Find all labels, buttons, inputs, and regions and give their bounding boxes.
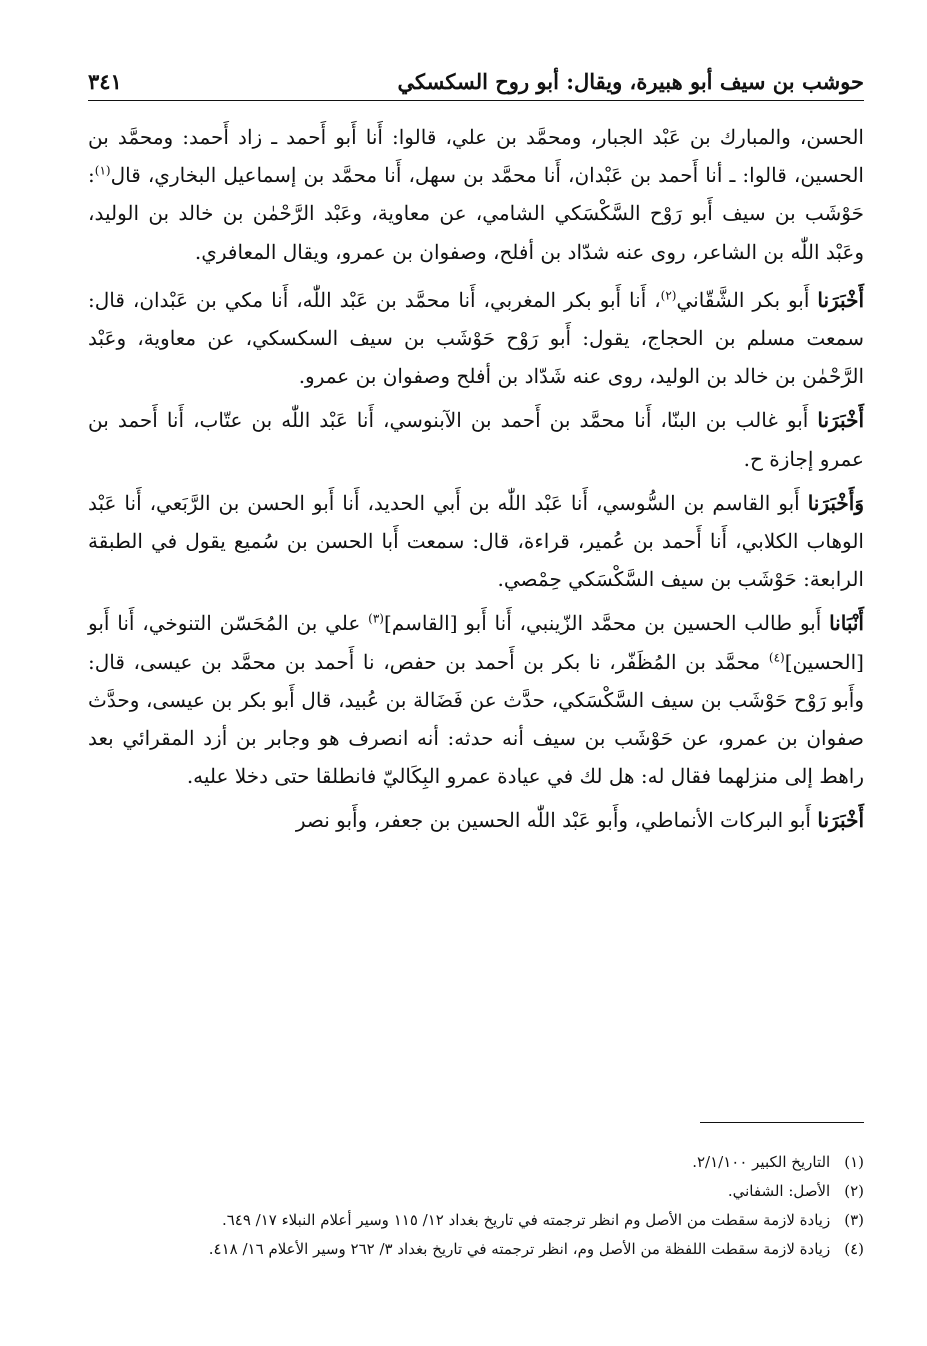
page-number: ٣٤١ [88,69,122,94]
paragraph-text: : حَوْشَب بن سيف أَبو رَوْح السَّكْسَكي الشامي، عن معاوية، وعَبْد الرَّحْمٰن بن خالد بن الوليد، وعَبْد اللّٰه بن الشاعر، روى عنه شدّاد بن أفلح، وصفوان بن عمرو، ويقال المعافري. [88,163,864,264]
footnote-4 [88,1235,864,1264]
paragraph-lead: أَخْبَرَنا [817,408,864,433]
paragraph-1 [88,118,864,271]
footnote-number: (٢) [844,1182,864,1200]
paragraph-text: أَبو بكر الشَّقّاني [676,287,818,312]
paragraph-4 [88,484,864,599]
footnote-text: الأصل: الشفاني. [727,1182,831,1200]
paragraph-text: أَبو القاسم بن السُّوسي، أَنا عَبْد اللّٰه بن أَبي الحديد، أَنا أَبو الحسن بن الرَّبَعي، أَنا عَبْد الوهاب الكلابي، أَنا أَحمد بن عُمير، قراءة، قال: سمعت أَبا الحسن بن سُميع يقول في الطبقة الرابعة: حَوْشَب بن سيف السَّكْسَكي حِمْصي. [88,490,864,592]
footnote-number: (٤) [844,1240,864,1258]
footnote-ref: (٣) [368,611,384,626]
footnote-ref: (١) [94,163,111,178]
footnote-ref: (٢) [660,288,677,303]
page-header [88,56,864,94]
paragraph-3 [88,401,864,477]
paragraph-text: أَبو طالب الحسين بن محمَّد الزّينبي، أَنا أَبو [القاسم] [383,611,830,636]
paragraph-text: الحسن، والمبارك بن عَبْد الجبار، ومحمَّد بن علي، قالوا: أَنا أَبو أَحمد ـ زاد أَحمد: ومحمَّد بن الحسين، قالوا: ـ أنا أَحمد بن عَبْدان، أَنا محمَّد بن سهل، أَنا محمَّد بن إسماعيل البخاري، قال [88,125,864,188]
footnote-rule [700,1122,864,1123]
paragraph-text: أَبو غالب بن البنّا، أَنا محمَّد بن أَحمد بن الآبنوسي، أَنا عَبْد اللّٰه بن عتّاب، أَنا أَحمد بن عمرو إجازة ح. [88,408,864,471]
paragraph-text: محمَّد بن المُظَفّر، نا بكر بن أَحمد بن حفص، نا أَحمد بن محمَّد بن عيسى، قال: وأَبو رَوْح حَوْشَب بن سيف السَّكْسَكي، حدَّث عن فَضَالة بن عُبيد، قال أَبو بكر بن عيسى، وحدَّث صفوان بن عمرو، عن حَوْشَب بن سيف أنه حدثه: أنه انصرف هو وجابر بن أزد المقرائي بعد راهط إلى منزلهما فقال له: هل لك في عيادة عمرو البِكَاليّ فانطلقا حتى دخلا عليه. [88,649,864,789]
body-text [88,118,864,846]
paragraph-2 [88,281,864,396]
paragraph-lead: وَأَخْبَرَنا [807,490,864,515]
footnote-ref: (٤) [768,649,785,664]
footnote-text: زيادة لازمة سقطت من الأصل وم انظر ترجمته في تاريخ بغداد ١٢/ ١١٥ وسير أعلام النبلاء ١٧/ ٦٤٩. [221,1211,831,1229]
paragraph-6 [88,801,864,839]
paragraph-text: ، أَنا أَبو بكر المغربي، أَنا محمَّد بن عَبْد اللّٰه، أَنا مكي بن عَبْدان، قال: سمعت مسلم بن الحجاج، يقول: أَبو رَوْح حَوْشَب بن سيف السكسكي، عن معاوية، وعَبْد الرَّحْمٰن بن خالد بن الوليد، روى عنه شَدّاد بن أفلح وصفوان بن عمرو. [88,287,864,389]
header-rule [88,100,864,101]
footnote-number: (٣) [844,1211,864,1229]
paragraph-text: أَبو البركات الأنماطي، وأَبو عَبْد اللّٰه الحسين بن جعفر، وأَبو نصر [295,808,818,833]
paragraph-lead: أَخْبَرَنا [817,808,864,833]
running-title: حوشب بن سيف أبو هبيرة، ويقال: أبو روح السكسكي [397,69,864,94]
paragraph-text: علي بن المُحَسّن التنوخي، أَنا أَبو [الحسين] [88,611,864,674]
footnote-3 [88,1206,864,1235]
footnotes [88,1148,864,1264]
paragraph-lead: أَنْبَانا [829,611,864,636]
footnote-2 [88,1177,864,1206]
footnote-1 [88,1148,864,1177]
paragraph-5 [88,604,864,795]
footnote-text: زيادة لازمة سقطت اللفظة من الأصل وم، انظر ترجمته في تاريخ بغداد ٣/ ٢٦٢ وسير الأعلام ١٦/ ٤١٨. [208,1240,831,1258]
paragraph-lead: أَخْبَرَنا [817,287,864,312]
footnote-number: (١) [844,1153,864,1171]
footnote-text: التاريخ الكبير ٢/١/١٠٠. [692,1153,831,1171]
